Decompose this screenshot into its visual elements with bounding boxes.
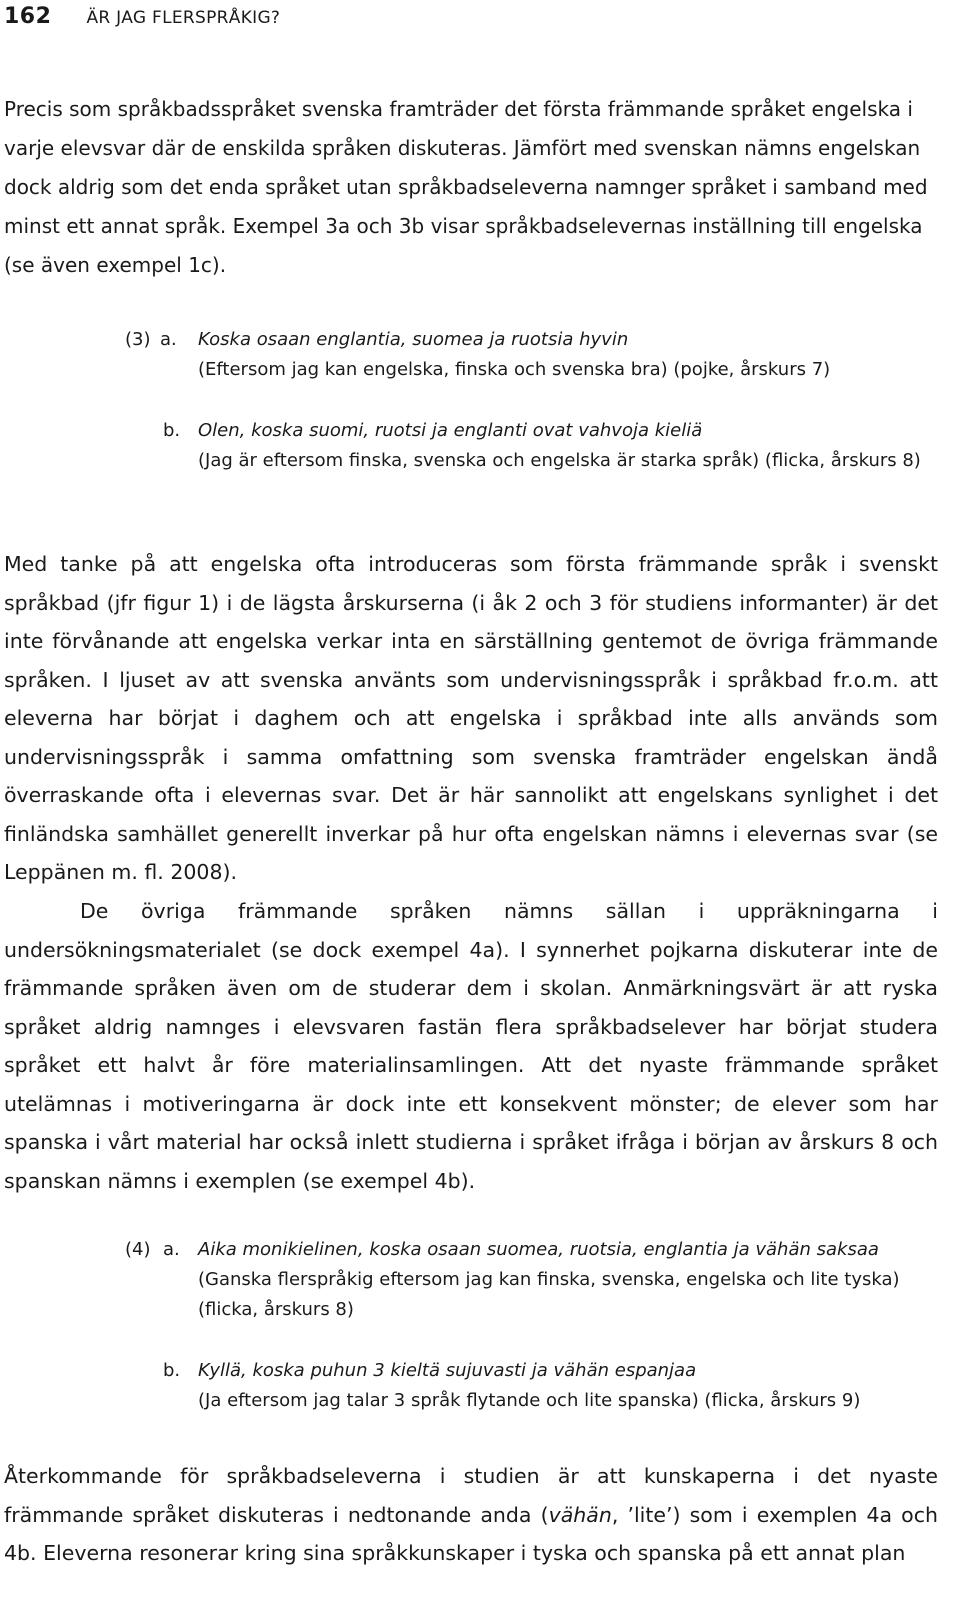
example-item [198,416,938,476]
example-number: (4) [125,1239,151,1260]
example-item [198,325,938,385]
example-letter: b. [163,420,181,441]
emphasized-word: vähän [548,1502,612,1527]
example-original-finnish: Aika monikielinen, koska osaan suomea, ruotsia, englantia ja vähän saksaa [198,1239,879,1260]
example-original-finnish: Olen, koska suomi, ruotsi ja englanti ovat vahvoja kieliä [198,420,703,441]
example-item [198,1356,938,1416]
page-header [4,4,280,34]
example-original-finnish: Koska osaan englantia, suomea ja ruotsia hyvin [198,329,629,350]
paragraph-body: Med tanke på att engelska ofta introduceras som första främmande språk i svenskt språkbad (jfr figur 1) i de lägsta årskurserna (i åk 2 och 3 för studiens informanter) är det inte förvånande att engelska verkar inta en särställning gentemot de övriga främmande språken. I ljuset av att svenska använts som undervisningsspråk i språkbad fr.o.m. att eleverna har börjat i daghem och att engelska i språkbad inte alls används som undervisningsspråk i samma omfattning som svenska framträder engelskan ändå överraskande ofta i elevernas svar. Det är här sannolikt att engelskans synlighet i det finländska samhället generellt inverkar på hur ofta engelskan nämns i elevernas svar (se Leppänen m. fl. 2008). [4,552,938,884]
example-translation: (Ja eftersom jag talar 3 språk flytande och lite spanska) (flicka, årskurs 9) [198,1390,861,1411]
paragraph-intro: Precis som språkbadsspråket svenska framträder det första främmande språket engelska i varje elevsvar där de enskilda språken diskuteras. Jämfört med svenskan nämns engelskan dock aldrig som det enda språket utan språkbadseleverna namnger språket i samband med minst ett annat språk. Exempel 3a och 3b visar språkbadselevernas inställning till engelska (se även exempel 1c). [4,97,928,277]
example-letter: a. [163,1239,180,1260]
example-translation: (Ganska flerspråkig eftersom jag kan finska, svenska, engelska och lite tyska) (flicka, årskurs 8) [198,1269,900,1320]
example-letter: b. [163,1360,181,1381]
paragraph-text: , ’lite’) som i exemplen 4a och 4b. Eleverna resonerar kring sina språkkunskaper i tyska och spanska på ett annat plan [4,1502,938,1565]
example-number: (3) [125,329,151,350]
example-original-finnish: Kyllä, koska puhun 3 kieltä sujuvasti ja vähän espanjaa [198,1360,697,1381]
example-item [198,1235,938,1325]
page-number: 162 [4,4,52,29]
paragraph-body [4,1457,938,1573]
paragraph-text: Återkommande för språkbadseleverna i studien är att kunskaperna i det nyaste främmande språket diskuteras i nedtonande anda ( [4,1464,938,1527]
example-translation: (Jag är eftersom finska, svenska och engelska är starka språk) (flicka, årskurs 8) [198,450,921,471]
paragraph-body: De övriga främmande språken nämns sällan i uppräkningarna i undersökningsmaterialet (se dock exempel 4a). I synnerhet pojkarna diskuterar inte de främmande språken även om de studerar dem i skolan. Anmärkningsvärt är att ryska språket aldrig namnges i elevsvaren fastän flera språkbadselever har börjat studera språket ett halvt år före materialinsamlingen. Att det nyaste främmande språket utelämnas i motiveringarna är dock inte ett konsekvent mönster; de elever som har spanska i vårt material har också inlett studierna i språket ifråga i början av årskurs 8 och spanskan nämns i exemplen (se exempel 4b). [4,899,938,1193]
example-translation: (Eftersom jag kan engelska, finska och svenska bra) (pojke, årskurs 7) [198,359,831,380]
running-title: ÄR JAG FLERSPRÅKIG? [86,8,281,28]
example-letter: a. [160,329,177,350]
